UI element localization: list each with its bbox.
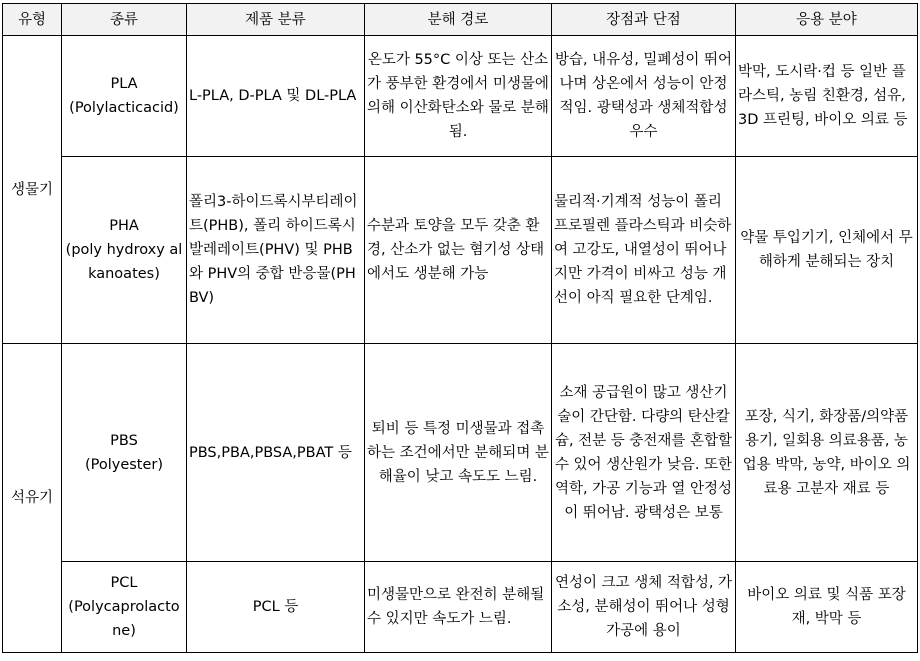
biodegradable-plastics-table — [2, 3, 918, 653]
app-cell: 약물 투입기기, 인체에서 무해하게 분해되는 장치 — [736, 157, 918, 344]
product-cell: PCL 등 — [187, 562, 365, 653]
kind-name: PLA — [110, 76, 138, 92]
kind-fullname: (Polycaprolacto — [68, 599, 180, 615]
pros-cell: 연성이 크고 생체 적합성, 가소성, 분해성이 뛰어나 성형 가공에 용이 — [552, 562, 736, 653]
kind-name: PCL — [110, 575, 138, 591]
table-row-pla — [3, 36, 918, 157]
table-row-pbs — [3, 344, 918, 562]
kind-fullname: (poly hydroxy al — [65, 242, 183, 258]
kind-name: PHA — [109, 218, 139, 234]
group-bio: 생물기 — [3, 36, 62, 344]
kind-fullname-cont: ne) — [112, 623, 136, 639]
kind-name: PBS — [110, 432, 138, 449]
app-cell: 박막, 도시락·컵 등 일반 플라스틱, 농림 친환경, 섬유, 3D 프린팅, 바이오 의료 등 — [736, 36, 918, 157]
pros-cell: 소재 공급원이 많고 생산기술이 간단함. 다량의 탄산칼슘, 전분 등 충전재를 혼합할 수 있어 생산원가 낮음. 또한 역학, 가공 기능과 열 안정성이 뛰어남. 광택성은 보통 — [552, 344, 736, 562]
kind-cell — [62, 562, 187, 653]
table-row-pcl — [3, 562, 918, 653]
pros-cell: 방습, 내유성, 밀폐성이 뛰어나며 상온에서 성능이 안정적임. 광택성과 생체적합성 우수 — [552, 36, 736, 157]
group-petro: 석유기 — [3, 344, 62, 653]
product-cell: L-PLA, D-PLA 및 DL-PLA — [187, 36, 365, 157]
path-cell: 미생물만으로 완전히 분해될 수 있지만 속도가 느림. — [365, 562, 552, 653]
header-row — [3, 4, 918, 36]
kind-fullname: (Polyester) — [84, 456, 164, 473]
kind-fullname-cont: kanoates) — [88, 266, 160, 282]
kind-cell — [62, 344, 187, 562]
pros-cell: 물리적·기계적 성능이 폴리프로필렌 플라스틱과 비슷하여 고강도, 내열성이 뛰어나지만 가격이 비싸고 성능 개선이 아직 필요한 단계임. — [552, 157, 736, 344]
kind-cell — [62, 36, 187, 157]
product-cell: 폴리3-하이드록시부티레이트(PHB), 폴리 하이드록시발레레이트(PHV) 및 PHB와 PHV의 중합 반응물(PHBV) — [187, 157, 365, 344]
kind-fullname: (Polylacticacid) — [69, 100, 179, 116]
path-cell: 수분과 토양을 모두 갖춘 환경, 산소가 없는 혐기성 상태에서도 생분해 가능 — [365, 157, 552, 344]
header-product: 제품 분류 — [187, 4, 365, 36]
product-cell: PBS,PBA,PBSA,PBAT 등 — [187, 344, 365, 562]
path-cell: 퇴비 등 특정 미생물과 접촉하는 조건에서만 분해되며 분해율이 낮고 속도도 느림. — [365, 344, 552, 562]
header-pros-cons: 장점과 단점 — [552, 4, 736, 36]
path-cell: 온도가 55°C 이상 또는 산소가 풍부한 환경에서 미생물에 의해 이산화탄소와 물로 분해됨. — [365, 36, 552, 157]
header-kind: 종류 — [62, 4, 187, 36]
header-application: 응용 분야 — [736, 4, 918, 36]
header-type: 유형 — [3, 4, 62, 36]
app-cell: 바이오 의료 및 식품 포장재, 박막 등 — [736, 562, 918, 653]
header-path: 분해 경로 — [365, 4, 552, 36]
app-cell: 포장, 식기, 화장품/의약품 용기, 일회용 의료용품, 농업용 박막, 농약, 바이오 의료용 고분자 재료 등 — [736, 344, 918, 562]
kind-cell — [62, 157, 187, 344]
table-row-pha — [3, 157, 918, 344]
